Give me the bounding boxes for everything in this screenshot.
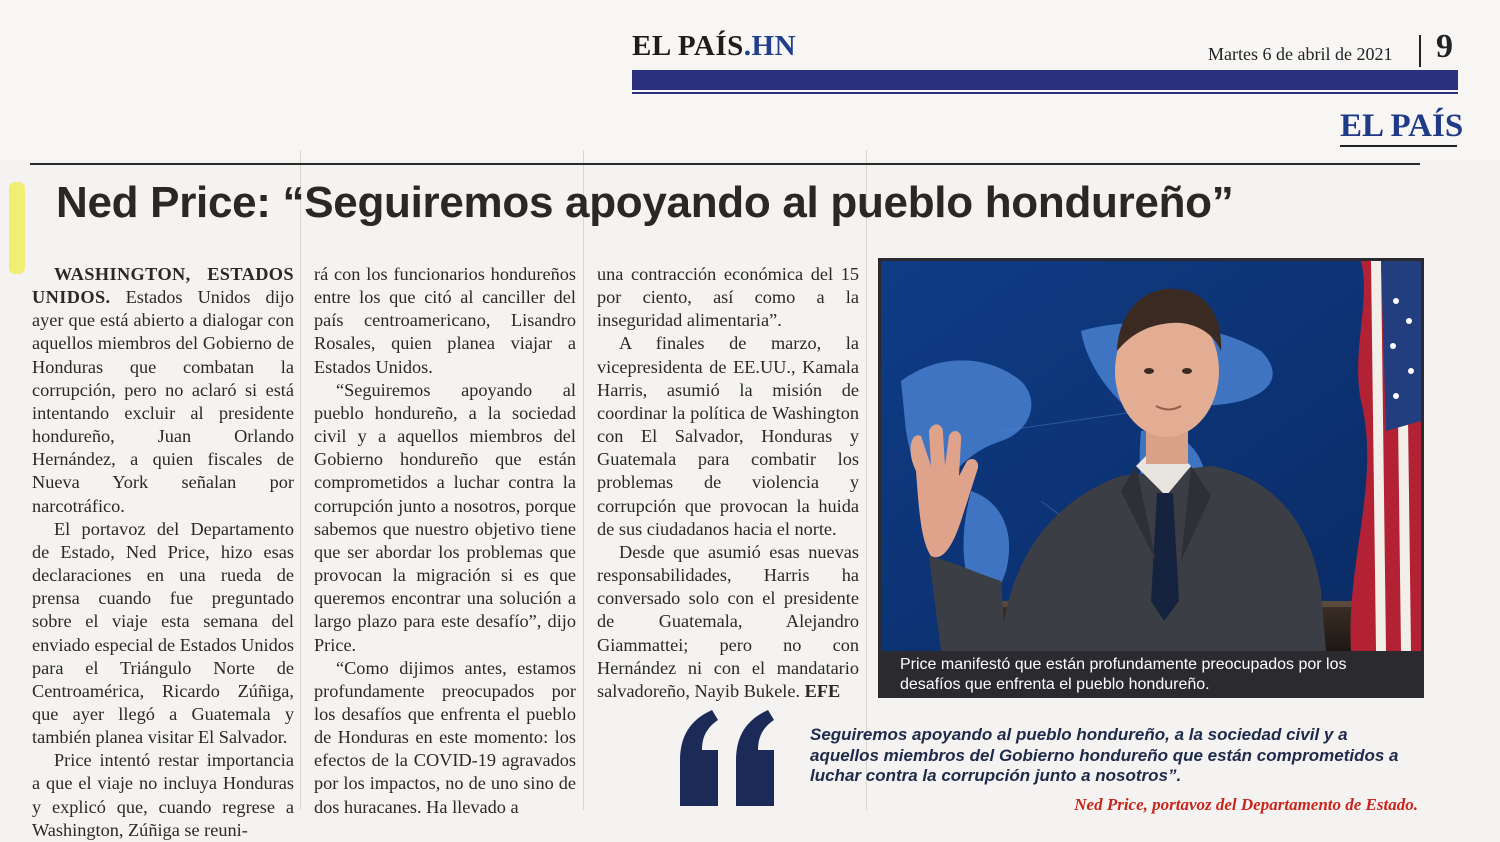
quote-mark-icon [672,706,784,816]
article-column-2 [314,263,576,819]
article-top-rule [30,163,1420,165]
masthead-bar-rule [632,92,1458,94]
headline: Ned Price: “Seguiremos apoyando al pueblo hondureño” [56,178,1234,227]
highlighter-mark [9,182,25,274]
body-paragraph: “Seguiremos apoyando al pueblo hondureño, a la sociedad civil y a aquellos miembros del Gobierno hondureño que están comprometidos a luchar contra la corrupción junto a nosotros, porque sabemos que nuestro objetivo tiene que ser abordar los problemas que provocan la migración si es que queremos encontrar una solución a largo plazo para este desafío”, dijo Price. [314,379,576,655]
section-rule [1340,145,1457,147]
masthead-logo: EL PAÍS.HN [632,30,797,62]
body-paragraph: Desde que asumió esas nuevas responsabilidades, Harris ha conversado solo con el presidente de Guatemala, Alejandro Giammattei; pero no con Hernández ni con el mandatario salvadoreño, Nayib Bukele. EFE [597,541,859,701]
quote-attribution: Ned Price, portavoz del Departamento de Estado. [1074,795,1418,814]
press-conference-photo [881,261,1421,651]
pull-quote: Seguiremos apoyando al pueblo hondureño, a la sociedad civil y a aquellos miembros del Gobierno hondureño que están comprometidos a luchar contra la corrupción junto a nosotros”. [810,725,1399,785]
body-paragraph: una contracción económica del 15 por ciento, así como a la inseguridad alimentaria”. [597,264,859,331]
body-paragraph: “Como dijimos antes, estamos profundamente preocupados por los desafíos que enfrenta el pueblo de Honduras en este momento: los efectos de la COVID-19 agravados por los impactos, no de uno sino de dos huracanes. Ha llevado a [314,657,576,817]
agency-credit: EFE [804,680,841,701]
body-paragraph: rá con los funcionarios hondureños entre los que citó al canciller del país centroamericano, Lisandro Rosales, quien planea viajar a Estados Unidos. [314,264,576,377]
lead-paragraph: WASHINGTON, ESTADOS UNIDOS. Estados Unidos dijo ayer que está abierto a dialogar con aquellos miembros del Gobierno de Honduras que combatan la corrupción, pero no aclaró si está intentando excluir al presidente hondureño, Juan Orlando Hernández, a quien fiscales de Nueva York señalan por narcotráfico. [32,264,294,516]
masthead-separator [1419,35,1421,67]
issue-date: Martes 6 de abril de 2021 [1208,44,1393,64]
column-divider [866,150,867,810]
article-column-3 [597,263,859,703]
section-logo: EL PAÍS [1340,108,1464,144]
column-divider [300,150,301,810]
article-column-1 [32,263,294,842]
dateline: WASHINGTON, ESTADOS UNIDOS. [32,264,294,308]
masthead-bar [632,70,1458,90]
page-number: 9 [1436,28,1453,65]
photo-caption: Price manifestó que están profundamente preocupados por los desafíos que enfrenta el pueblo hondureño. [900,656,1347,693]
body-paragraph: A finales de marzo, la vicepresidenta de EE.UU., Kamala Harris, asumió la misión de coordinar la política de Washington con El Salvador, Honduras y Guatemala para combatir los problemas de violencia y corrupción que provocan la huida de sus ciudadanos hacia el norte. [597,333,859,539]
body-paragraph: El portavoz del Departamento de Estado, Ned Price, hizo esas declaraciones en una rueda de prensa cuando fue preguntado sobre el viaje esta semana del enviado especial de Estados Unidos para el Triángulo Norte de Centroamérica, Ricardo Zúñiga, que ayer llegó a Guatemala y también planea visitar El Salvador. [32,518,294,748]
body-paragraph: Price intentó restar importancia a que el viaje no incluya Honduras y explicó que, cuando regrese a Washington, Zúñiga se reuni- [32,750,294,840]
photo-box [878,258,1424,698]
column-divider [583,150,584,810]
